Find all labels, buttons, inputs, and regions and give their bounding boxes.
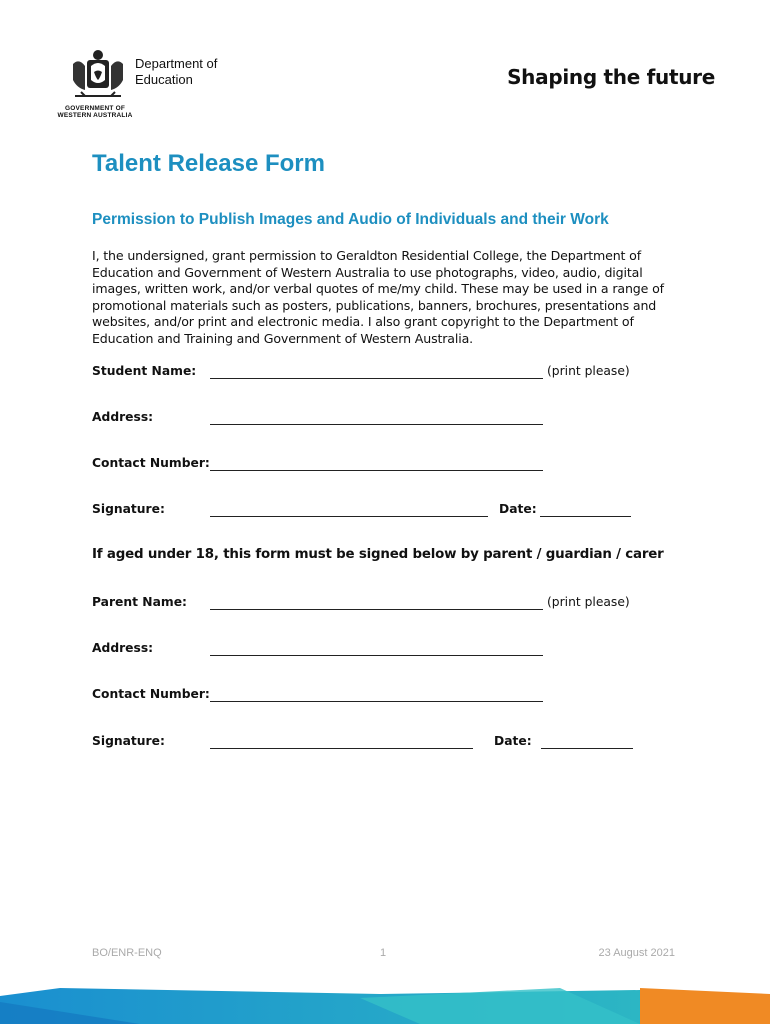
government-line1: GOVERNMENT OF <box>64 105 126 112</box>
intro-line: promotional materials such as posters, publications, banners, brochures, presentations and <box>92 297 657 313</box>
parent-date-label: Date: <box>494 734 532 748</box>
page-subtitle: Permission to Publish Images and Audio of Individuals and their Work <box>92 211 609 228</box>
department-name-line1: Department of <box>135 56 218 71</box>
student-address-label: Address: <box>92 410 154 424</box>
footer-document-code: BO/ENR-ENQ <box>92 947 162 959</box>
student-contact-row <box>92 456 652 476</box>
student-signature-label: Signature: <box>92 502 165 516</box>
student-name-row <box>92 364 652 384</box>
intro-line: I, the undersigned, grant permission to Geraldton Residential College, the Department of <box>92 248 642 263</box>
footer-date: 23 August 2021 <box>598 947 675 959</box>
government-line2: WESTERN AUSTRALIA <box>57 112 133 119</box>
parent-address-input-line[interactable] <box>210 655 543 656</box>
student-contact-input-line[interactable] <box>210 470 543 471</box>
student-signature-input-line[interactable] <box>210 516 488 517</box>
intro-line: images, written work, and/or verbal quotes of me/my child. These may be used in a range of <box>92 281 664 297</box>
student-print-note: (print please) <box>547 364 630 378</box>
parent-address-label: Address: <box>92 641 154 655</box>
student-address-input-line[interactable] <box>210 424 543 425</box>
parent-address-row <box>92 641 652 661</box>
parent-name-input-line[interactable] <box>210 609 543 610</box>
guardian-heading: If aged under 18, this form must be signed below by parent / guardian / carer <box>92 547 664 562</box>
coat-of-arms-icon <box>63 48 133 104</box>
student-address-row <box>92 410 652 430</box>
intro-line: Education and Government of Western Australia to use photographs, video, audio, digital <box>92 264 643 280</box>
student-date-label: Date: <box>499 502 537 516</box>
parent-signature-label: Signature: <box>92 734 165 748</box>
student-contact-label: Contact Number: <box>92 456 210 470</box>
parent-contact-input-line[interactable] <box>210 701 543 702</box>
page-title: Talent Release Form <box>92 150 325 177</box>
decorative-color-band <box>0 988 770 1024</box>
parent-date-input-line[interactable] <box>541 748 633 749</box>
student-signature-row <box>92 502 652 522</box>
department-logo <box>55 48 255 123</box>
intro-line: websites, and/or print and electronic media. I also grant copyright to the Department of <box>92 314 634 330</box>
intro-line: Education and Training and Government of Western Australia. <box>92 330 473 346</box>
footer-page-number: 1 <box>380 947 387 959</box>
parent-name-row <box>92 595 652 615</box>
parent-signature-input-line[interactable] <box>210 748 473 749</box>
parent-signature-row <box>92 734 652 754</box>
student-date-input-line[interactable] <box>540 516 631 517</box>
department-name-line2: Education <box>135 72 193 87</box>
student-name-input-line[interactable] <box>210 378 543 379</box>
intro-paragraph <box>92 248 672 348</box>
student-name-label: Student Name: <box>92 364 197 378</box>
parent-contact-row <box>92 687 652 707</box>
parent-name-label: Parent Name: <box>92 595 187 609</box>
tagline: Shaping the future <box>507 65 715 89</box>
parent-contact-label: Contact Number: <box>92 687 210 701</box>
parent-print-note: (print please) <box>547 595 630 609</box>
